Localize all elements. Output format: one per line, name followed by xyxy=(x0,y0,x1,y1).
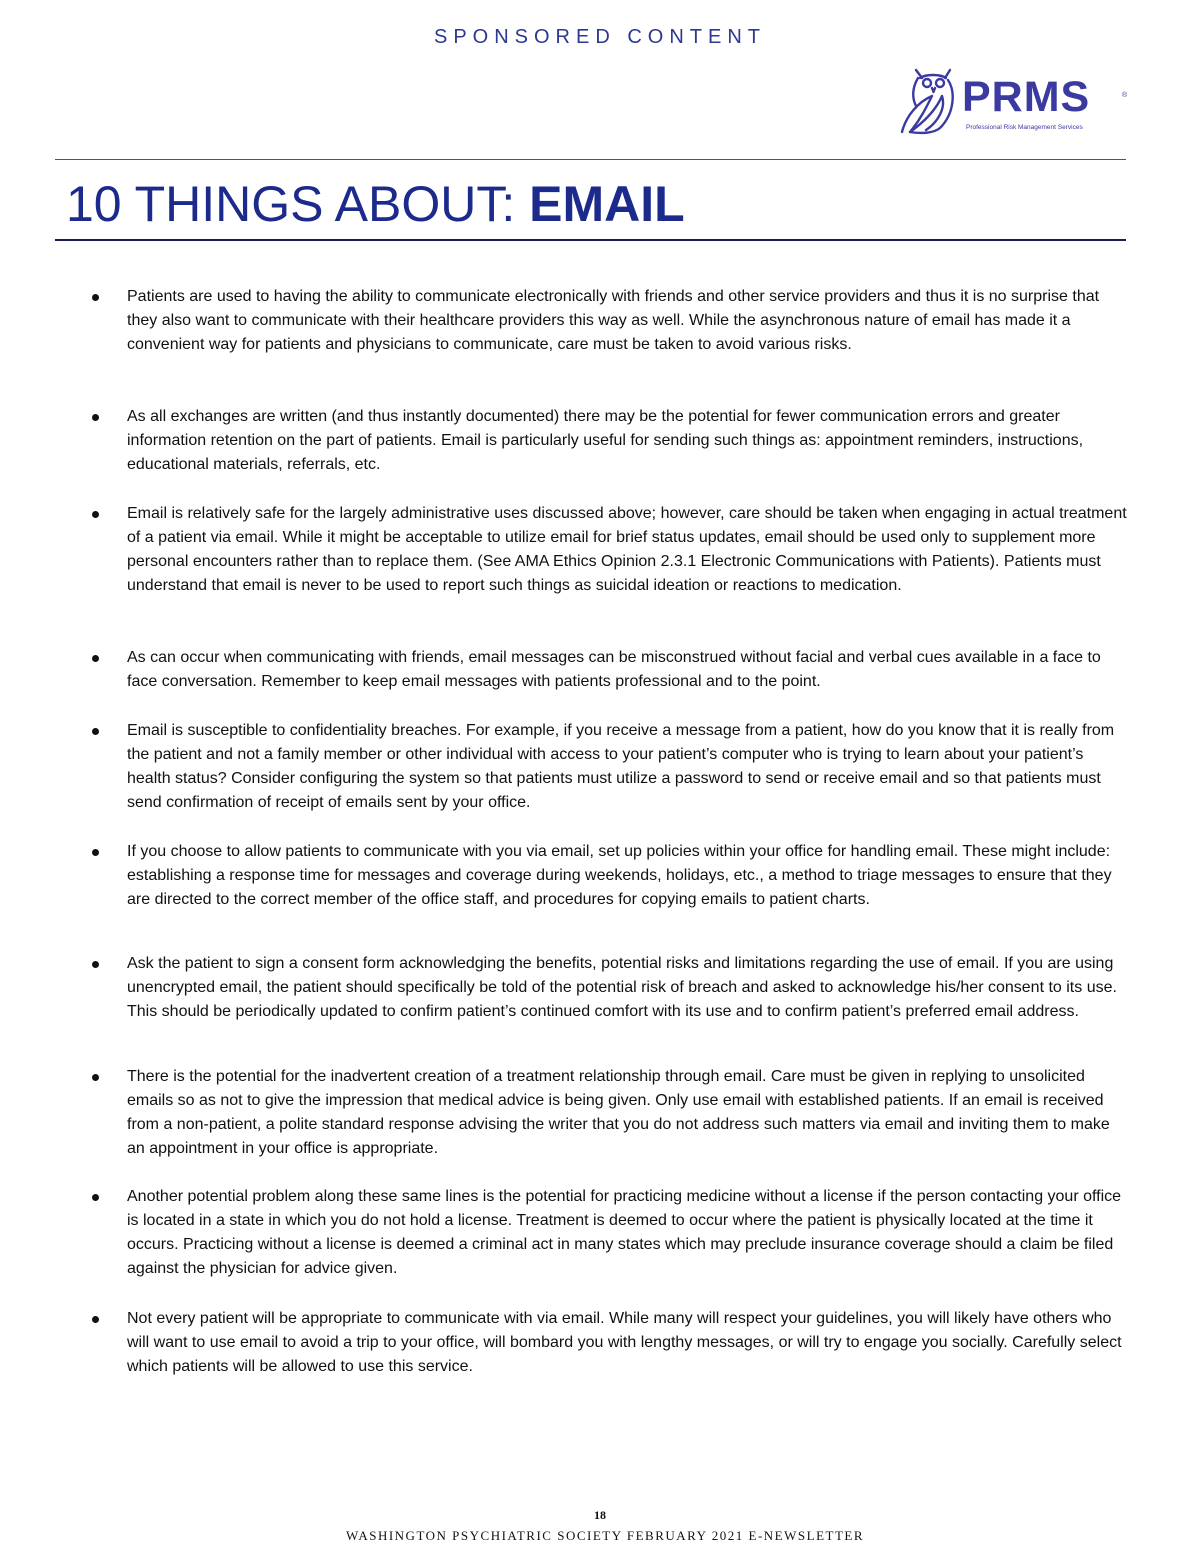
list-item-text: Email is relatively safe for the largely administrative uses discussed above; however, care should be taken when engaging in actual treatment of a patient via email. While it might be acceptable to utilize email for brief status updates, email should be used only to supplement more personal encounters rather than to replace them. (See AMA Ethics Opinion 2.3.1 Electronic Communications with Patients). Patients must understand that email is never to be used to report such things as suicidal ideation or reactions to medication. xyxy=(127,505,1127,594)
page-title-emphasis: EMAIL xyxy=(529,176,685,232)
list-item-text: As can occur when communicating with friends, email messages can be misconstrued without facial and verbal cues available in a face to face conversation. Remember to keep email messages with patients professional and to the point. xyxy=(127,649,1101,690)
publication-footer: WASHINGTON PSYCHIATRIC SOCIETY FEBRUARY 2021 E-NEWSLETTER xyxy=(346,1528,864,1543)
bullet-icon xyxy=(92,1316,99,1323)
page-title-prefix: 10 THINGS ABOUT: xyxy=(66,176,530,232)
logo-wordmark: PRMS xyxy=(962,73,1091,121)
sponsored-content-label: SPONSORED CONTENT xyxy=(433,26,767,48)
bullet-icon xyxy=(92,414,99,421)
bullet-icon xyxy=(92,1074,99,1081)
header-divider xyxy=(55,159,1126,160)
owl-icon xyxy=(896,62,962,138)
logo-tagline: Professional Risk Management Services xyxy=(966,124,1083,131)
list-item-text: Ask the patient to sign a consent form acknowledging the benefits, potential risks and limitations regarding the use of email. If you are using unencrypted email, the patient should specifically be told of the potential risk of breach and asked to acknowledge his/her consent to its use. This should be periodically updated to confirm patient’s continued comfort with its use and to confirm patient’s preferred email address. xyxy=(127,955,1117,1020)
bullet-icon xyxy=(92,849,99,856)
list-item-text: Patients are used to having the ability to communicate electronically with friends and other service providers and thus it is no surprise that they also want to communicate with their healthcare providers this way as well. While the asynchronous nature of email has made it a convenient way for patients and physicians to communicate, care must be taken to avoid various risks. xyxy=(127,288,1100,353)
list-item-text: Another potential problem along these same lines is the potential for practicing medicine without a license if the person contacting your office is located in a state in which you do not hold a license. Treatment is deemed to occur where the patient is physically located at the time it occurs. Practicing without a license is deemed a criminal act in many states which may preclude insurance coverage should a claim be filed against the physician for advice given. xyxy=(127,1188,1122,1277)
list-item-text: There is the potential for the inadvertent creation of a treatment relationship through email. Care must be given in replying to unsolicited emails so as not to give the impression that medical advice is being given. Only use email with established patients. If an email is received from a non-patient, a polite standard response advising the writer that you do not address such matters via email and inviting them to make an appointment in your office is appropriate. xyxy=(127,1068,1110,1157)
list-item-text: As all exchanges are written (and thus instantly documented) there may be the potential for fewer communication errors and greater information retention on the part of patients. Email is particularly useful for sending such things as: appointment reminders, instructions, educational materials, referrals, etc. xyxy=(127,408,1084,473)
logo-registered-mark: ® xyxy=(1122,92,1128,99)
page-title xyxy=(66,172,685,236)
bullet-icon xyxy=(92,1194,99,1201)
list-item-text: Not every patient will be appropriate to communicate with via email. While many will respect your guidelines, you will likely have others who will want to use email to avoid a trip to your office, will bombard you with lengthy messages, or will try to engage you socially. Carefully select which patients will be allowed to use this service. xyxy=(127,1310,1122,1375)
bullet-icon xyxy=(92,511,99,518)
prms-logo xyxy=(896,62,1136,138)
title-divider xyxy=(55,239,1126,241)
list-item-text: If you choose to allow patients to communicate with you via email, set up policies within your office for handling email. These might include: establishing a response time for messages and coverage during weekends, holidays, etc., a method to triage messages to ensure that they are directed to the correct member of the office staff, and procedures for copying emails to patient charts. xyxy=(127,843,1112,908)
list-item-text: Email is susceptible to confidentiality breaches. For example, if you receive a message from a patient, how do you know that it is really from the patient and not a family member or other individual with access to your patient’s computer who is trying to learn about your patient’s health status? Consider configuring the system so that patients must utilize a password to send or receive email and so that patients must send confirmation of receipt of emails sent by your office. xyxy=(127,722,1115,811)
bullet-icon xyxy=(92,655,99,662)
bullet-icon xyxy=(92,294,99,301)
page-number: 18 xyxy=(594,1508,606,1522)
bullet-icon xyxy=(92,728,99,735)
bullet-icon xyxy=(92,961,99,968)
